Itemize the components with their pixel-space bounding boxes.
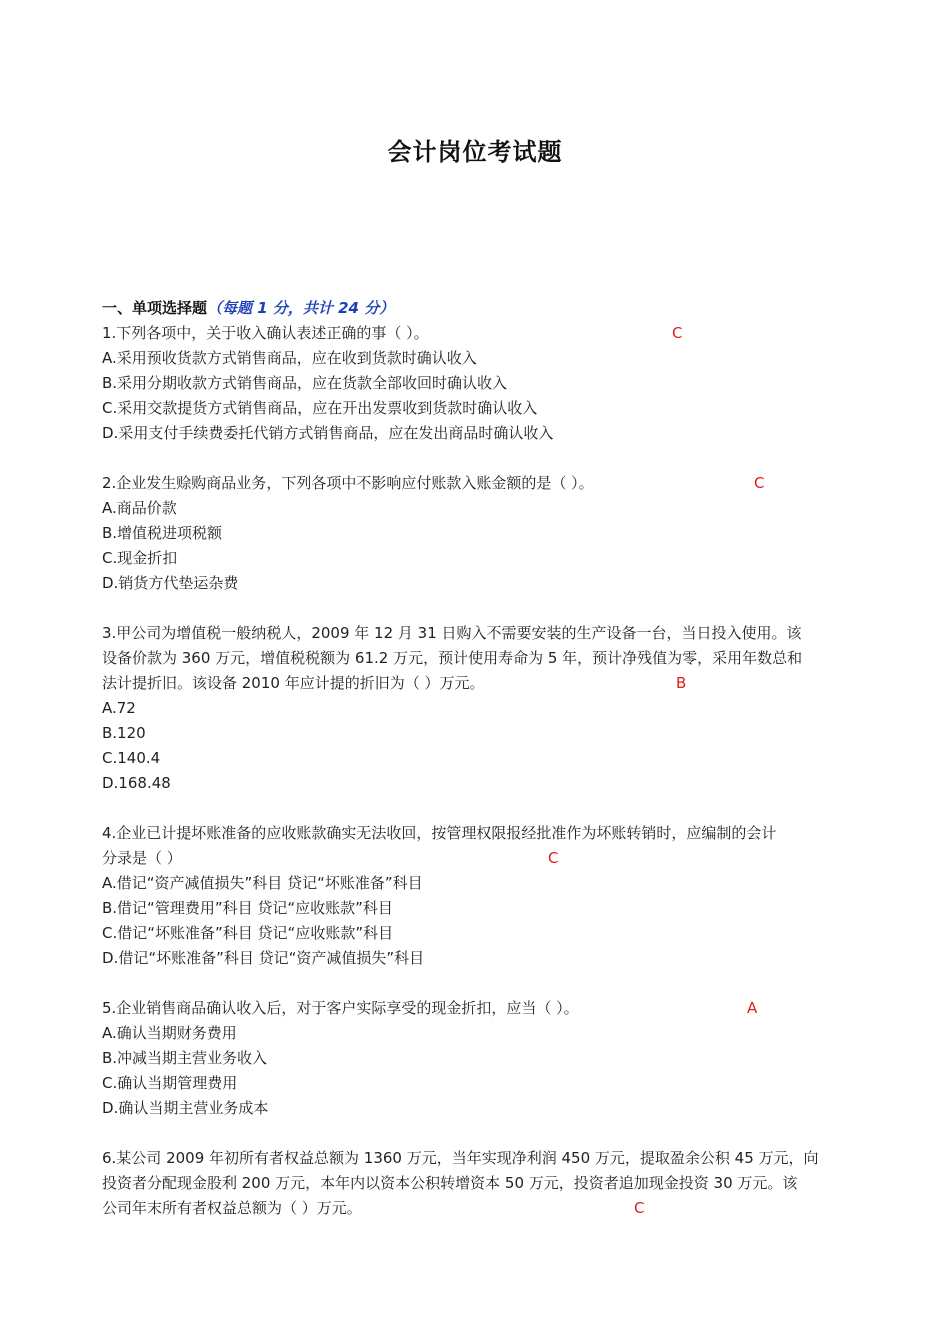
option-b: B.120 xyxy=(102,724,146,742)
question-stem-line: 2.企业发生赊购商品业务，下列各项中不影响应付账款入账金额的是（ ）。 C xyxy=(102,471,852,496)
option-b: B.增值税进项税额 xyxy=(102,524,223,542)
question-stem-line: 公司年末所有者权益总额为（ ）万元。 C xyxy=(102,1196,852,1221)
question-2 xyxy=(102,471,852,596)
question-stem-line: 分录是（ ） C xyxy=(102,846,852,871)
option-c: C.现金折扣 xyxy=(102,549,178,567)
question-stem-line: 投资者分配现金股利 200 万元，本年内以资本公积转增资本 50 万元，投资者追加现金投资 30 万元。该 xyxy=(102,1174,798,1192)
option-d: D.采用支付手续费委托代销方式销售商品，应在发出商品时确认收入 xyxy=(102,424,554,442)
answer-mark: A xyxy=(747,999,758,1017)
question-4 xyxy=(102,821,852,971)
section-heading xyxy=(102,296,852,321)
answer-mark: C xyxy=(548,849,559,867)
option-a: A.采用预收货款方式销售商品，应在收到货款时确认收入 xyxy=(102,349,477,367)
question-stem-line: 3.甲公司为增值税一般纳税人，2009 年 12 月 31 日购入不需要安装的生产设备一台，当日投入使用。该 xyxy=(102,624,802,642)
question-stem-line: 5.企业销售商品确认收入后，对于客户实际享受的现金折扣，应当（ ）。 A xyxy=(102,996,852,1021)
option-b: B.借记“管理费用”科目 贷记“应收账款”科目 xyxy=(102,899,393,917)
option-b: B.冲减当期主营业务收入 xyxy=(102,1049,268,1067)
option-d: D.确认当期主营业务成本 xyxy=(102,1099,269,1117)
question-6 xyxy=(102,1146,852,1221)
question-stem-line: 6.某公司 2009 年初所有者权益总额为 1360 万元，当年实现净利润 450 万元，提取盈余公积 45 万元，向 xyxy=(102,1149,819,1167)
option-a: A.确认当期财务费用 xyxy=(102,1024,237,1042)
option-d: D.借记“坏账准备”科目 贷记“资产减值损失”科目 xyxy=(102,949,425,967)
option-a: A.商品价款 xyxy=(102,499,177,517)
document-title: 会计岗位考试题 xyxy=(387,138,563,166)
option-c: C.借记“坏账准备”科目 贷记“应收账款”科目 xyxy=(102,924,394,942)
option-c: C.140.4 xyxy=(102,749,161,767)
question-stem-line: 4.企业已计提坏账准备的应收账款确实无法收回，按管理权限报经批准作为坏账转销时，应编制的会计 xyxy=(102,824,777,842)
answer-mark: C xyxy=(672,324,683,342)
option-b: B.采用分期收款方式销售商品，应在货款全部收回时确认收入 xyxy=(102,374,508,392)
question-stem-line: 法计提折旧。该设备 2010 年应计提的折旧为（ ）万元。 B xyxy=(102,671,852,696)
answer-mark: B xyxy=(676,674,687,692)
option-d: D.销货方代垫运杂费 xyxy=(102,574,239,592)
option-c: C.确认当期管理费用 xyxy=(102,1074,238,1092)
option-a: A.借记“资产减值损失”科目 贷记“坏账准备”科目 xyxy=(102,874,423,892)
answer-mark: C xyxy=(754,474,765,492)
option-d: D.168.48 xyxy=(102,774,171,792)
section-label: 一、单项选择题 xyxy=(102,299,208,317)
question-stem-line: 设备价款为 360 万元，增值税税额为 61.2 万元，预计使用寿命为 5 年，预计净残值为零，采用年数总和 xyxy=(102,649,803,667)
exam-content xyxy=(102,296,852,1246)
answer-mark: C xyxy=(634,1199,645,1217)
question-3 xyxy=(102,621,852,796)
option-a: A.72 xyxy=(102,699,136,717)
question-1 xyxy=(102,321,852,446)
question-5 xyxy=(102,996,852,1121)
option-c: C.采用交款提货方式销售商品，应在开出发票收到货款时确认收入 xyxy=(102,399,538,417)
section-note: （每题 1 分，共计 24 分） xyxy=(207,299,395,317)
question-stem-line: 1.下列各项中，关于收入确认表述正确的事（ ）。 C xyxy=(102,321,852,346)
